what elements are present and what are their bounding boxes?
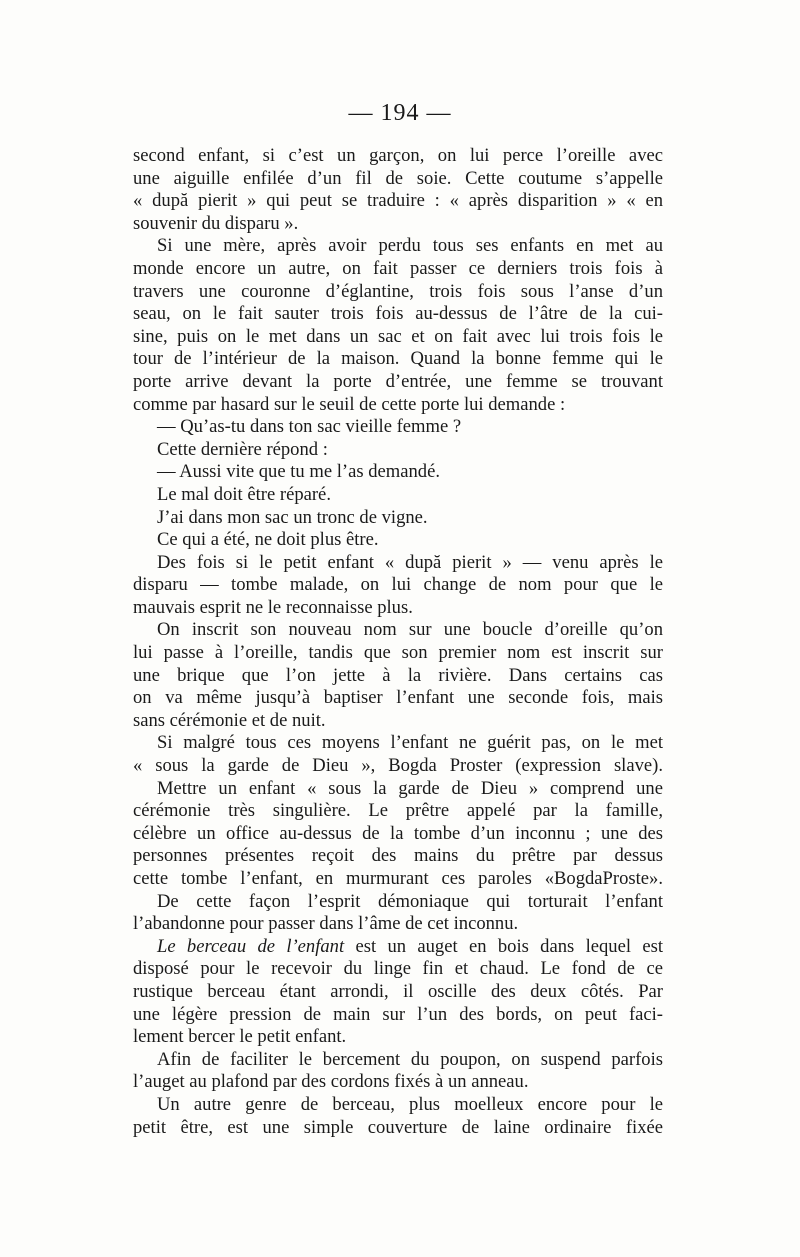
- text-line: une aiguille enfilée d’un fil de soie. Cette coutume s’appelle: [133, 167, 663, 189]
- text-line: rustique berceau étant arrondi, il oscille des deux côtés. Par: [133, 980, 663, 1002]
- text-line: Cette dernière répond :: [157, 438, 328, 460]
- text-line: mauvais esprit ne le reconnaisse plus.: [133, 596, 413, 618]
- text-line: J’ai dans mon sac un tronc de vigne.: [157, 506, 428, 528]
- text-line: sans cérémonie et de nuit.: [133, 709, 326, 731]
- text-line: De cette façon l’esprit démoniaque qui torturait l’enfant: [157, 890, 663, 912]
- text-line: — Qu’as-tu dans ton sac vieille femme ?: [157, 416, 462, 438]
- text-line: lui passe à l’oreille, tandis que son premier nom est inscrit sur: [133, 642, 663, 664]
- text-line: Afin de faciliter le bercement du poupon, on suspend parfois: [157, 1048, 663, 1070]
- text-line: une brique que l’on jette à la rivière. Dans certains cas: [133, 664, 663, 686]
- page-body-text: [133, 145, 663, 1139]
- text-line: travers une couronne d’églantine, trois fois sous l’anse d’un: [133, 280, 663, 302]
- text-line: Un autre genre de berceau, plus moelleux encore pour le: [157, 1093, 663, 1115]
- text-line: Le mal doit être réparé.: [157, 483, 331, 505]
- text-line: célèbre un office au-dessus de la tombe d’un inconnu ; une des: [133, 822, 663, 844]
- text-line: petit être, est une simple couverture de laine ordinaire fixée: [133, 1116, 663, 1138]
- italic-phrase: Le berceau de l’enfant: [157, 935, 345, 957]
- text-line: disparu — tombe malade, on lui change de nom pour que le: [133, 574, 663, 596]
- text-line: comme par hasard sur le seuil de cette porte lui demande :: [133, 393, 566, 415]
- text-line: personnes présentes reçoit des mains du prêtre par dessus: [133, 845, 663, 867]
- text-line: on va même jusqu’à baptiser l’enfant une seconde fois, mais: [133, 687, 663, 709]
- text-line: Si malgré tous ces moyens l’enfant ne guérit pas, on le met: [157, 732, 663, 754]
- text-line: sine, puis on le met dans un sac et on fait avec lui trois fois le: [133, 325, 663, 347]
- text-line: cette tombe l’enfant, en murmurant ces paroles «BogdaProste».: [133, 868, 663, 889]
- text-line: souvenir du disparu ».: [133, 212, 299, 234]
- text-line: monde encore un autre, on fait passer ce derniers trois fois à: [133, 257, 663, 279]
- text-line: lement bercer le petit enfant.: [133, 1026, 347, 1048]
- line-text: est un auget en bois dans lequel est: [344, 935, 663, 957]
- text-line: disposé pour le recevoir du linge fin et chaud. Le fond de ce: [133, 958, 663, 980]
- text-line: « după pierit » qui peut se traduire : « après disparition » « en: [133, 190, 663, 212]
- text-line: Ce qui a été, ne doit plus être.: [157, 529, 379, 551]
- text-line: Si une mère, après avoir perdu tous ses enfants en met au: [157, 235, 663, 257]
- text-line: une légère pression de main sur l’un des bords, on peut faci-: [133, 1003, 663, 1025]
- text-line: tour de l’intérieur de la maison. Quand la bonne femme qui le: [133, 348, 663, 370]
- text-line: l’auget au plafond par des cordons fixés à un anneau.: [133, 1071, 529, 1093]
- page-number: — 194 —: [348, 100, 452, 126]
- text-line: second enfant, si c’est un garçon, on lui perce l’oreille avec: [133, 145, 663, 166]
- text-line: [133, 936, 663, 959]
- text-line: cérémonie très singulière. Le prêtre appelé par la famille,: [133, 800, 663, 822]
- text-line: seau, on le fait sauter trois fois au-dessus de l’âtre de la cui-: [133, 303, 663, 325]
- text-line: « sous la garde de Dieu », Bogda Proster (expression slave).: [133, 755, 663, 777]
- text-line: Des fois si le petit enfant « după pierit » — venu après le: [157, 551, 663, 573]
- text-line: Mettre un enfant « sous la garde de Dieu » comprend une: [157, 777, 663, 799]
- text-line: porte arrive devant la porte d’entrée, une femme se trouvant: [133, 370, 663, 392]
- text-line: l’abandonne pour passer dans l’âme de cet inconnu.: [133, 913, 519, 935]
- text-line: — Aussi vite que tu me l’as demandé.: [157, 461, 440, 483]
- text-line: On inscrit son nouveau nom sur une boucle d’oreille qu’on: [157, 619, 663, 641]
